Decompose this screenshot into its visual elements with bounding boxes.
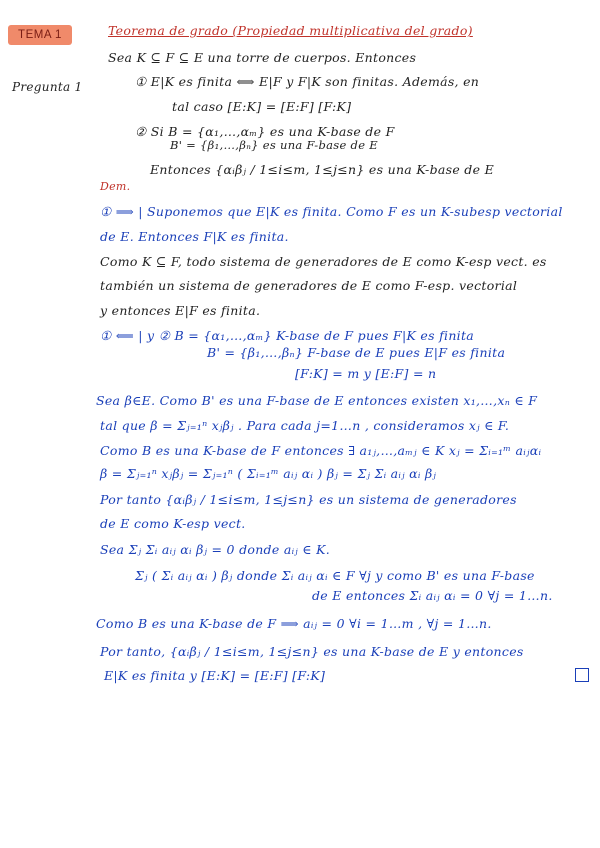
- item2-line1: ② Si B = {α₁,…,αₘ} es una K-base de F: [135, 124, 395, 139]
- question-label: Pregunta 1: [12, 80, 83, 94]
- proof-line-3: Como K ⊆ F, todo sistema de generadores de E como K-esp vect. es: [100, 254, 547, 269]
- item1-line2: tal caso [E:K] = [E:F] [F:K]: [172, 99, 352, 114]
- proof-line-5: y entonces E|F es finita.: [100, 303, 261, 318]
- theorem-intro: Sea K ⊆ F ⊆ E una torre de cuerpos. Entonces: [108, 50, 417, 65]
- proof-line-13: Por tanto {αᵢβⱼ / 1≤i≤m, 1≤j≤n} es un sistema de generadores: [100, 492, 517, 507]
- proof-line-1: ① ⟹ | Suponemos que E|K es finita. Como F es un K-subesp vectorial: [100, 204, 563, 219]
- proof-line-17: de E entonces Σᵢ aᵢⱼ αᵢ = 0 ∀j = 1…n.: [312, 588, 553, 603]
- item1-line1: ① E|K es finita ⟺ E|F y F|K son finitas. Además, en: [135, 74, 480, 89]
- proof-line-14: de E como K-esp vect.: [100, 516, 246, 531]
- proof-line-10: tal que β = Σⱼ₌₁ⁿ xⱼβⱼ . Para cada j=1…n , consideramos xⱼ ∈ F.: [100, 418, 510, 433]
- proof-line-16: Σⱼ ( Σᵢ aᵢⱼ αᵢ ) βⱼ donde Σᵢ aᵢⱼ αᵢ ∈ F ∀j y como B' es una F-base: [135, 568, 535, 583]
- proof-line-7: B' = {β₁,…,βₙ} F-base de E pues E|F es finita: [207, 345, 506, 360]
- proof-line-6: ① ⟸ | y ② B = {α₁,…,αₘ} K-base de F pues F|K es finita: [100, 328, 475, 343]
- proof-line-19: Por tanto, {αᵢβⱼ / 1≤i≤m, 1≤j≤n} es una K-base de E y entonces: [100, 644, 524, 659]
- proof-line-20: E|K es finita y [E:K] = [E:F] [F:K]: [104, 668, 326, 683]
- proof-line-18: Como B es una K-base de F ⟹ aᵢⱼ = 0 ∀i = 1…m , ∀j = 1…n.: [96, 616, 492, 631]
- theorem-conclusion: Entonces {αᵢβⱼ / 1≤i≤m, 1≤j≤n} es una K-base de E: [150, 162, 495, 177]
- proof-line-9: Sea β∈E. Como B' es una F-base de E entonces existen x₁,…,xₙ ∈ F: [96, 393, 538, 408]
- proof-line-2: de E. Entonces F|K es finita.: [100, 229, 289, 244]
- item2-line2: B' = {β₁,…,βₙ} es una F-base de E: [170, 138, 378, 152]
- theorem-title: Teorema de grado (Propiedad multiplicativa del grado): [108, 23, 473, 38]
- proof-line-15: Sea Σⱼ Σᵢ aᵢⱼ αᵢ βⱼ = 0 donde aᵢⱼ ∈ K.: [100, 542, 331, 557]
- proof-line-8: [F:K] = m y [E:F] = n: [295, 366, 437, 381]
- topic-badge: TEMA 1: [8, 25, 72, 45]
- proof-line-12: β = Σⱼ₌₁ⁿ xⱼβⱼ = Σⱼ₌₁ⁿ ( Σᵢ₌₁ᵐ aᵢⱼ αᵢ ) βⱼ = Σⱼ Σᵢ aᵢⱼ αᵢ βⱼ: [100, 466, 437, 481]
- proof-line-4: también un sistema de generadores de E como F-esp. vectorial: [100, 278, 518, 293]
- proof-label: Dem.: [100, 180, 131, 193]
- qed-box-icon: [575, 668, 589, 682]
- proof-line-11: Como B es una K-base de F entonces ∃ a₁ⱼ,…,aₘⱼ ∈ K xⱼ = Σᵢ₌₁ᵐ aᵢⱼαᵢ: [100, 443, 542, 458]
